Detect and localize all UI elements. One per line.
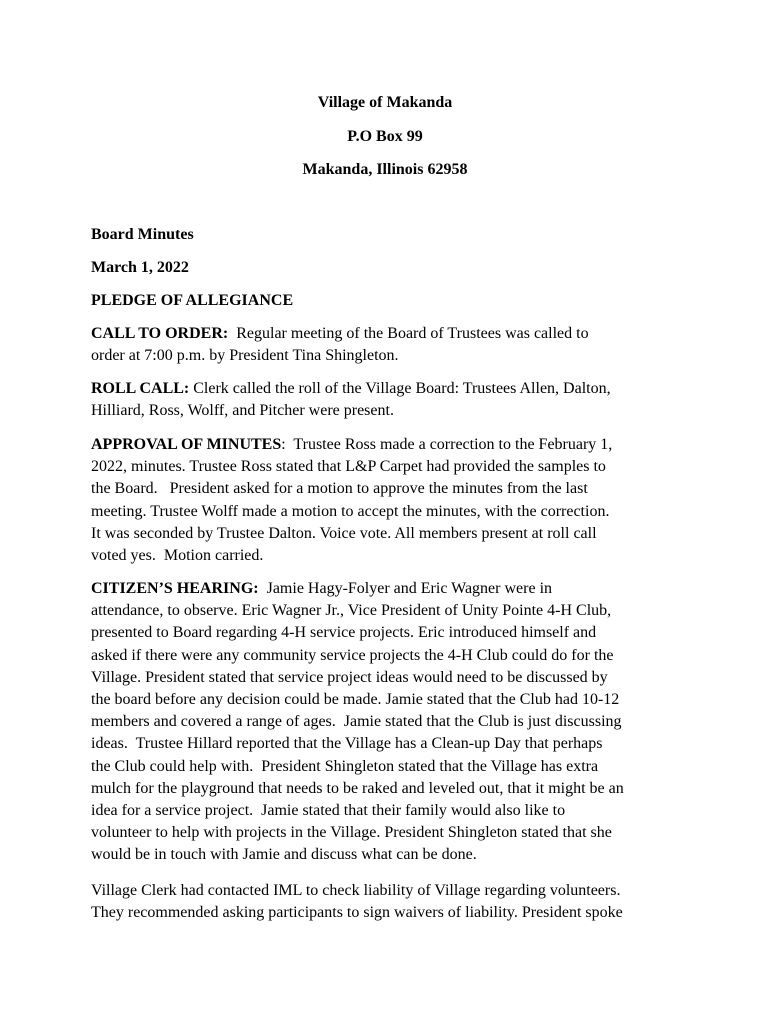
pledge-block	[91, 290, 691, 312]
approval-paragraph	[91, 434, 691, 567]
call-to-order-line-2: order at 7:00 p.m. by President Tina Shingleton.	[91, 347, 399, 365]
doc-title: Board Minutes	[91, 226, 194, 243]
clerk-paragraph	[91, 880, 691, 924]
approval-line-2: 2022, minutes. Trustee Ross stated that L&P Carpet had provided the samples to	[91, 458, 606, 476]
approval-line-6: voted yes. Motion carried.	[91, 547, 264, 565]
roll-call-text-1: Clerk called the roll of the Village Board: Trustees Allen, Dalton,	[189, 380, 611, 397]
citizens-hearing-line-9: the Club could help with. President Shingleton stated that the Village has extra	[91, 757, 599, 775]
citizens-hearing-paragraph	[91, 578, 691, 867]
org-name: Village of Makanda	[317, 94, 453, 111]
citizens-hearing-line-7: members and covered a range of ages. Jamie stated that the Club is just discussing	[91, 713, 622, 731]
approval-line-4: meeting. Trustee Wolff made a motion to accept the minutes, with the correction.	[91, 502, 610, 520]
citizens-hearing-label: CITIZEN’S HEARING:	[91, 580, 259, 597]
citizens-hearing-line-13: would be in touch with Jamie and discuss what can be done.	[91, 846, 477, 864]
citizens-hearing-line-1	[91, 578, 691, 600]
call-to-order-paragraph	[91, 323, 691, 367]
call-to-order-line-1	[91, 323, 691, 345]
approval-line-5: It was seconded by Trustee Dalton. Voice vote. All members present at roll call	[91, 524, 597, 542]
citizens-hearing-line-8: ideas. Trustee Hillard reported that the Village has a Clean-up Day that perhaps	[91, 735, 603, 753]
citizens-hearing-line-6: the board before any decision could be made. Jamie stated that the Club had 10-12	[91, 691, 620, 709]
doc-date-block	[91, 257, 691, 279]
approval-line-1	[91, 434, 691, 456]
citizens-hearing-line-5: Village. President stated that service project ideas would need to be discussed by	[91, 668, 608, 686]
roll-call-label: ROLL CALL:	[91, 380, 190, 397]
citizens-hearing-line-11: idea for a service project. Jamie stated that their family would also like to	[91, 802, 566, 820]
citizens-hearing-line-2: attendance, to observe. Eric Wagner Jr., Vice President of Unity Pointe 4-H Club,	[91, 602, 612, 620]
city-state: Makanda, Illinois 62958	[302, 161, 468, 178]
citizens-hearing-line-10: mulch for the playground that needs to be raked and leveled out, that it might be an	[91, 779, 624, 797]
roll-call-line-2: Hilliard, Ross, Wolff, and Pitcher were present.	[91, 402, 394, 420]
citizens-hearing-line-3: presented to Board regarding 4-H service projects. Eric introduced himself and	[91, 624, 597, 642]
doc-title-block	[91, 224, 691, 246]
approval-label: APPROVAL OF MINUTES	[91, 436, 282, 453]
citizens-hearing-text-1: Jamie Hagy-Folyer and Eric Wagner were in	[258, 580, 553, 597]
approval-line-3: the Board. President asked for a motion to approve the minutes from the last	[91, 480, 588, 498]
approval-text-1: : Trustee Ross made a correction to the February 1,	[281, 436, 613, 453]
pledge-heading: PLEDGE OF ALLEGIANCE	[91, 292, 294, 309]
citizens-hearing-line-4: asked if there were any community service projects the 4-H Club could do for the	[91, 646, 614, 664]
citizens-hearing-line-12: volunteer to help with projects in the Village. President Shingleton stated that she	[91, 824, 612, 842]
doc-date: March 1, 2022	[91, 259, 189, 276]
clerk-line-2: They recommended asking participants to sign waivers of liability. President spoke	[91, 904, 623, 922]
roll-call-paragraph	[91, 378, 691, 422]
roll-call-line-1	[91, 378, 691, 400]
call-to-order-label: CALL TO ORDER:	[91, 325, 229, 342]
call-to-order-text-1: Regular meeting of the Board of Trustees was called to	[228, 325, 589, 342]
po-box: P.O Box 99	[347, 128, 423, 145]
clerk-line-1: Village Clerk had contacted IML to check liability of Village regarding volunteers.	[91, 882, 621, 899]
